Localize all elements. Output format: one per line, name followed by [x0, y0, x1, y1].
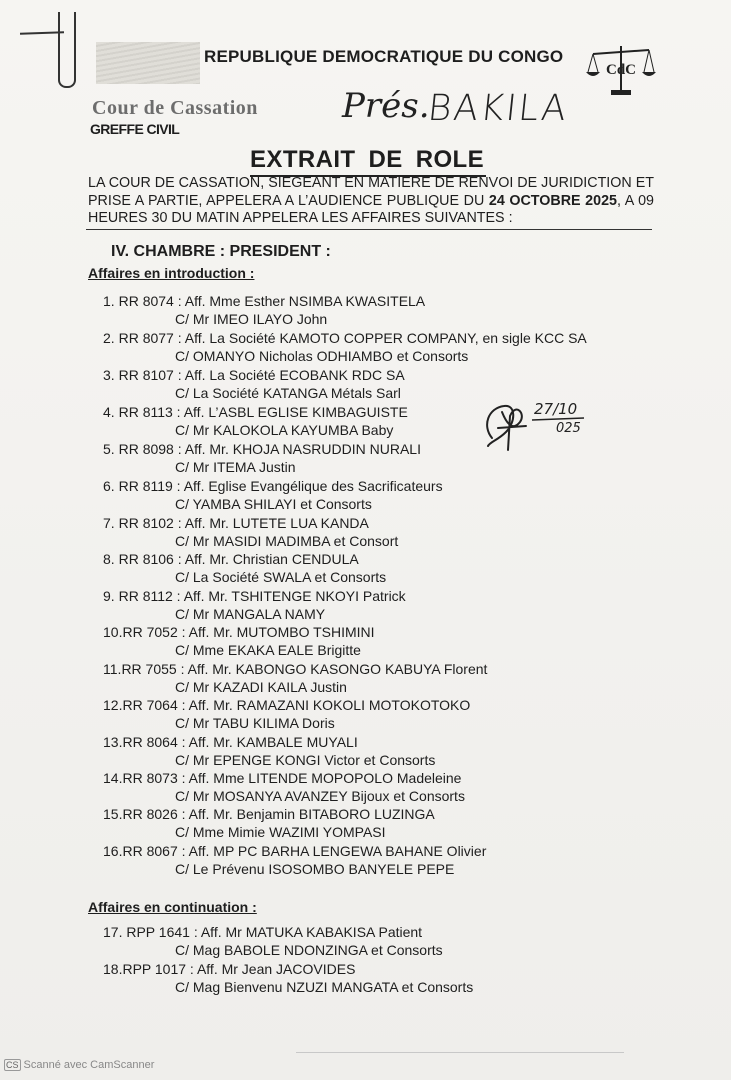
case-opponent: C/ Mr ITEMA Justin [175, 459, 296, 475]
court-scales-logo [585, 42, 657, 100]
case-opponent: C/ Mr KALOKOLA KAYUMBA Baby [175, 422, 394, 438]
case-opponent: C/ Mag BABOLE NDONZINGA et Consorts [175, 942, 443, 958]
separator-rule [86, 229, 652, 230]
handwritten-name: BAKILA [425, 88, 571, 129]
section-heading-introduction: Affaires en introduction : [88, 265, 255, 281]
case-opponent: C/ La Société SWALA et Consorts [175, 569, 387, 585]
case-reference: RR 8107 [118, 367, 174, 383]
court-name: Cour de Cassation [92, 97, 258, 119]
case-opponent: C/ Mr EPENGE KONGI Victor et Consorts [175, 752, 436, 768]
handwritten-note: Prés. [342, 86, 430, 126]
case-party: Aff. Mr. KAMBALE MUYALI [188, 734, 358, 750]
case-reference: RR 8113 [118, 404, 173, 420]
case-reference: RR 7052 [122, 624, 178, 640]
case-opponent: C/ Mr IMEO ILAYO John [175, 311, 328, 327]
scanner-text: Scanné avec CamScanner [23, 1059, 155, 1071]
case-reference: RPP 1641 [126, 924, 190, 940]
document-page: REPUBLIQUE DEMOCRATIQUE DU CONGO CdC Cour de Cassation GREFFE CIVIL Prés. BAKILA EXTRAIT DE ROLE LA COUR DE CASSATION, SIEGEANT EN MATIERE DE RENVOI DE JURIDICTION ET PRISE A PARTIE, APPELERA A L’AUDIENCE PUBLIQUE DU 24 OCTOBRE 2025, A 09 HEURES 30 DU MATIN APPELERA LES AFFAIRES SUIVANTES : IV. CHAMBRE : PRESIDENT : Affaires en introduction : 1. RR 8074 : Aff. Mme Esther NSIMBA KWASITELA C/ Mr IMEO ILAYO John 2. RR 8077 : Aff. La Société KAMOTO COPPER COMPANY, en sigle KCC SA C/ OMANYO Nicholas ODHIAMBO et Consorts 3. RR 8107 : Aff. La Société ECOBANK RDC SA C/ La Société KATANGA Métals Sarl 4. RR 8113 : Aff. L’ASBL EGLISE KIMBAGUISTE C/ Mr KALOKOLA KAYUMBA Baby 5. RR 8098 : Aff. Mr. KHOJA NASRUDDIN NURALI C/ Mr ITEMA Justin 6. RR 8119 : Aff. Eglise Evangélique des Sacrificateurs C/ YAMBA SHILAYI et Consorts 7. RR 8102 : Aff. Mr. LUTETE LUA KANDA C/ Mr MASIDI MADIMBA et Consort 8. RR 8106 : Aff. Mr. Christian CENDULA C/ La Société SWALA et Consorts 9. RR 8112 : Aff. Mr. TSHITENGE NKOYI Patrick C/ Mr MANGALA NAMY 10.RR 7052 : Aff. Mr. MUTOMBO TSHIMINI C/ Mme EKAKA EALE Brigitte 11.RR 7055 : Aff. Mr. KABONGO KASONGO KABUYA Florent C/ Mr KAZADI KAILA Justin 12.RR 7064 : Aff. Mr. RAMAZANI KOKOLI MOTOKOTOKO C/ Mr TABU KILIMA Doris 13.RR 8064 : Aff. Mr. KAMBALE MUYALI C/ Mr EPENGE KONGI Victor et Consorts 14.RR 8073 : Aff. Mme LITENDE MOPOPOLO Madeleine C/ Mr MOSANYA AVANZEY Bijoux et Consorts 15.RR 8026 : Aff. Mr. Benjamin BITABORO LUZINGA C/ Mme Mimie WAZIMI YOMPASI 16.RR 8067 : Aff. MP PC BARHA LENGEWA BAHANE Olivier C/ Le Prévenu ISOSOMBO BANYELE PEPE Affaires en continuation : 17. RPP 1641 : Aff. Mr MATUKA KABAKISA Patient C/ Mag BABOLE NDONZINGA et Consorts 18.RPP 1017 : Aff. Mr Jean JACOVIDES C/ Mag Bienvenu NZUZI MANGATA et Consorts 27/10 025 CS Scanné avec CamScanner [0, 0, 731, 1080]
case-number: 14. [103, 770, 123, 786]
case-party: Aff. La Société KAMOTO COPPER COMPANY, en sigle KCC SA [184, 330, 587, 346]
case-number: 10. [103, 624, 123, 640]
case-number: 18. [103, 961, 123, 977]
case-reference: RR 8112 [118, 588, 173, 604]
handwritten-signature [480, 392, 620, 458]
case-party: Aff. Mme Esther NSIMBA KWASITELA [184, 293, 426, 309]
case-party: Aff. Mr MATUKA KABAKISA Patient [200, 924, 423, 940]
case-number: 8. [103, 551, 115, 567]
paper-clip [58, 12, 76, 88]
case-party: Aff. La Société ECOBANK RDC SA [184, 367, 405, 383]
case-number: 5. [103, 441, 115, 457]
intro-text-after-date: , A 09 HEURES 30 DU MATIN APPELERA LES AFFAIRES SUIVANTES : [88, 192, 654, 226]
case-reference: RR 8026 [122, 806, 178, 822]
case-number: 17. [103, 924, 123, 940]
case-number: 15. [103, 806, 123, 822]
case-party: Aff. Mr. KABONGO KASONGO KABUYA Florent [187, 661, 488, 677]
document-title: EXTRAIT DE ROLE [250, 146, 485, 173]
case-opponent: C/ Le Prévenu ISOSOMBO BANYELE PEPE [175, 861, 455, 877]
case-opponent: C/ Mr MOSANYA AVANZEY Bijoux et Consorts [175, 788, 465, 804]
case-party: Aff. Mr. TSHITENGE NKOYI Patrick [183, 588, 406, 604]
case-opponent: C/ La Société KATANGA Métals Sarl [175, 385, 401, 401]
case-opponent: C/ Mr KAZADI KAILA Justin [175, 679, 347, 695]
case-reference: RR 7055 [121, 661, 177, 677]
case-opponent: C/ Mr MASIDI MADIMBA et Consort [175, 533, 399, 549]
case-opponent: C/ Mme EKAKA EALE Brigitte [175, 642, 361, 658]
case-reference: RR 8098 [118, 441, 174, 457]
intro-text-before-date: LA COUR DE CASSATION, SIEGEANT EN MATIERE DE RENVOI DE JURIDICTION ET PRISE A PARTIE, APPELERA A L’AUDIENCE PUBLIQUE DU [88, 175, 654, 209]
case-reference: RR 8106 [118, 551, 174, 567]
country-heading: REPUBLIQUE DEMOCRATIQUE DU CONGO [204, 47, 564, 66]
case-number: 7. [103, 515, 115, 531]
case-number: 9. [103, 588, 115, 604]
case-reference: RR 7064 [122, 697, 178, 713]
camscanner-icon: CS [6, 1060, 19, 1070]
case-reference: RR 8067 [122, 843, 178, 859]
case-party: Aff. Mr. Benjamin BITABORO LUZINGA [188, 806, 435, 822]
scan-smudge [96, 42, 200, 84]
case-party: Aff. Mr. LUTETE LUA KANDA [184, 515, 369, 531]
case-party: Aff. Mr. KHOJA NASRUDDIN NURALI [184, 441, 421, 457]
case-party: Aff. L’ASBL EGLISE KIMBAGUISTE [183, 404, 408, 420]
case-opponent: C/ Mr TABU KILIMA Doris [175, 715, 335, 731]
case-party: Aff. Mr. RAMAZANI KOKOLI MOTOKOTOKO [188, 697, 471, 713]
case-reference: RR 8077 [118, 330, 174, 346]
intro-paragraph [88, 175, 654, 228]
case-number: 3. [103, 367, 115, 383]
case-party: Aff. MP PC BARHA LENGEWA BAHANE Olivier [188, 843, 487, 859]
case-opponent: C/ YAMBA SHILAYI et Consorts [175, 496, 372, 512]
hearing-date: 24 OCTOBRE 2025 [488, 192, 617, 209]
signature-date-day: 27/10 [534, 400, 578, 418]
case-reference: RR 8119 [118, 478, 173, 494]
case-number: 13. [103, 734, 123, 750]
case-reference: RPP 1017 [122, 961, 187, 977]
scanner-watermark [4, 1059, 154, 1071]
case-number: 12. [103, 697, 123, 713]
case-party: Aff. Mme LITENDE MOPOPOLO Madeleine [188, 770, 462, 786]
case-reference: RR 8074 [118, 293, 174, 309]
case-opponent: C/ Mme Mimie WAZIMI YOMPASI [175, 824, 386, 840]
chamber-heading: IV. CHAMBRE : PRESIDENT : [111, 243, 331, 260]
case-party: Aff. Eglise Evangélique des Sacrificateurs [183, 478, 443, 494]
case-opponent: C/ Mag Bienvenu NZUZI MANGATA et Consorts [175, 979, 474, 995]
logo-text: CdC [605, 62, 637, 78]
case-reference: RR 8064 [122, 734, 178, 750]
bottom-rule [296, 1052, 624, 1053]
signature-date-year: 025 [556, 421, 581, 436]
case-number: 6. [103, 478, 115, 494]
case-number: 4. [103, 404, 115, 420]
case-reference: RR 8073 [122, 770, 178, 786]
registry-name: GREFFE CIVIL [90, 121, 180, 137]
case-number: 1. [103, 293, 115, 309]
case-reference: RR 8102 [118, 515, 174, 531]
case-party: Aff. Mr. MUTOMBO TSHIMINI [188, 624, 375, 640]
section-heading-continuation: Affaires en continuation : [88, 899, 257, 915]
case-number: 16. [103, 843, 123, 859]
case-number: 2. [103, 330, 115, 346]
case-opponent: C/ OMANYO Nicholas ODHIAMBO et Consorts [175, 348, 469, 364]
case-number: 11. [103, 661, 122, 677]
case-party: Aff. Mr. Christian CENDULA [184, 551, 359, 567]
case-opponent: C/ Mr MANGALA NAMY [175, 606, 326, 622]
case-party: Aff. Mr Jean JACOVIDES [196, 961, 356, 977]
